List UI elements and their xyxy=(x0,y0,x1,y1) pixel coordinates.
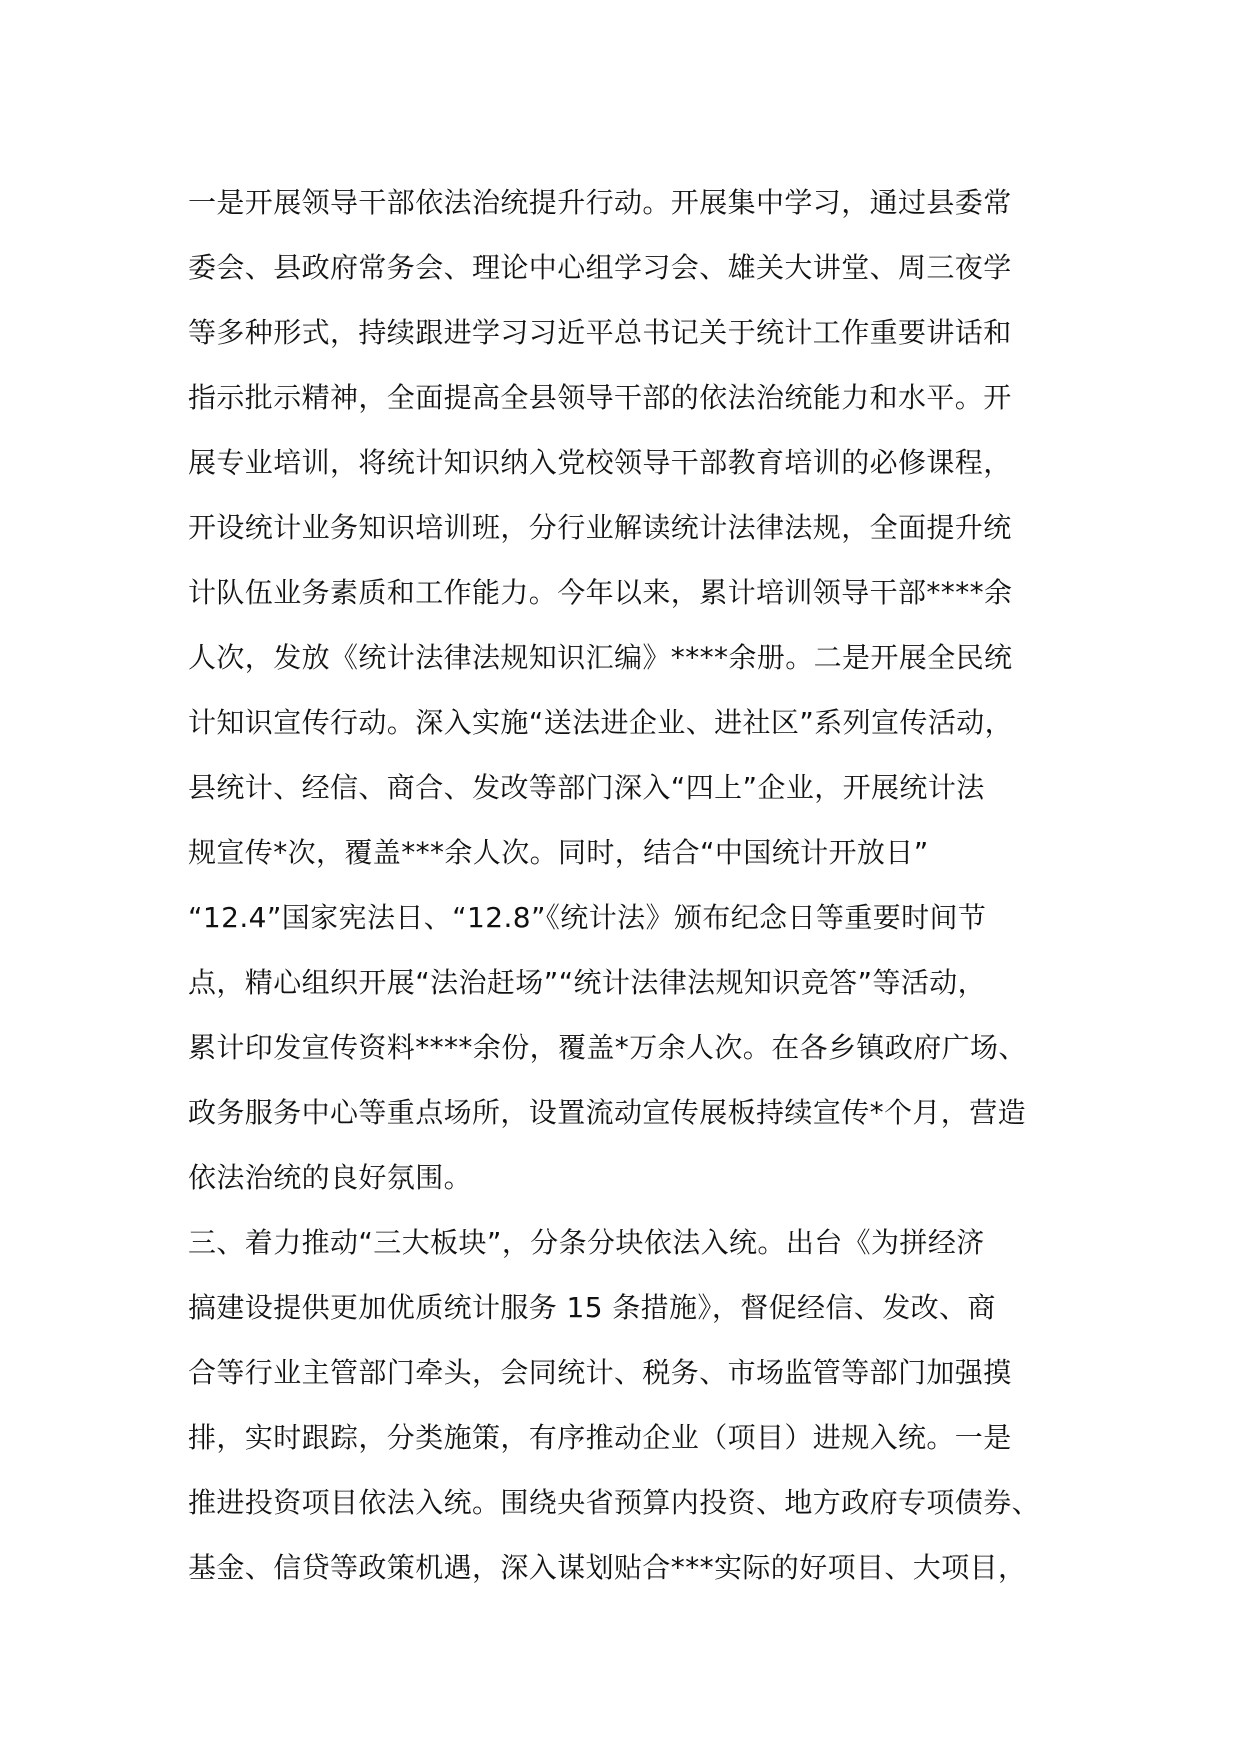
text-line: 累计印发宣传资料****余份，覆盖*万余人次。在各乡镇政府广场、 xyxy=(188,1031,1027,1064)
text-line: 规宣传*次，覆盖***余人次。同时，结合“中国统计开放日” xyxy=(188,836,929,869)
text-line: 合等行业主管部门牵头，会同统计、税务、市场监管等部门加强摸 xyxy=(188,1356,1012,1389)
text-line: 一是开展领导干部依法治统提升行动。开展集中学习，通过县委常 xyxy=(188,186,1012,219)
text-line: 计知识宣传行动。深入实施“送法进企业、进社区”系列宣传活动， xyxy=(188,706,1014,739)
text-line: 三、着力推动“三大板块”，分条分块依法入统。出台《为拼经济 xyxy=(188,1226,985,1259)
text-line: 排，实时跟踪，分类施策，有序推动企业（项目）进规入统。一是 xyxy=(188,1421,1012,1454)
text-line: 搞建设提供更加优质统计服务 15 条措施》，督促经信、发改、商 xyxy=(188,1291,996,1324)
document-body xyxy=(188,170,1088,1600)
text-line: 开设统计业务知识培训班，分行业解读统计法律法规，全面提升统 xyxy=(188,511,1012,544)
text-line: 基金、信贷等政策机遇，深入谋划贴合***实际的好项目、大项目， xyxy=(188,1551,1027,1584)
text-line: “12.4”国家宪法日、“12.8”《统计法》颁布纪念日等重要时间节 xyxy=(188,901,987,934)
text-line: 展专业培训，将统计知识纳入党校领导干部教育培训的必修课程， xyxy=(188,446,1012,479)
text-line: 依法治统的良好氛围。 xyxy=(188,1161,473,1194)
text-line: 人次，发放《统计法律法规知识汇编》****余册。二是开展全民统 xyxy=(188,641,1013,674)
text-line: 计队伍业务素质和工作能力。今年以来，累计培训领导干部****余 xyxy=(188,576,1013,609)
text-line: 县统计、经信、商合、发改等部门深入“四上”企业，开展统计法 xyxy=(188,771,985,804)
text-line: 等多种形式，持续跟进学习习近平总书记关于统计工作重要讲话和 xyxy=(188,316,1012,349)
text-line: 政务服务中心等重点场所，设置流动宣传展板持续宣传*个月，营造 xyxy=(188,1096,1027,1129)
text-line: 点，精心组织开展“法治赶场”“统计法律法规知识竞答”等活动， xyxy=(188,966,987,999)
text-line: 指示批示精神，全面提高全县领导干部的依法治统能力和水平。开 xyxy=(188,381,1012,414)
text-line: 委会、县政府常务会、理论中心组学习会、雄关大讲堂、周三夜学 xyxy=(188,251,1012,284)
text-line: 推进投资项目依法入统。围绕央省预算内投资、地方政府专项债券、 xyxy=(188,1486,1041,1519)
